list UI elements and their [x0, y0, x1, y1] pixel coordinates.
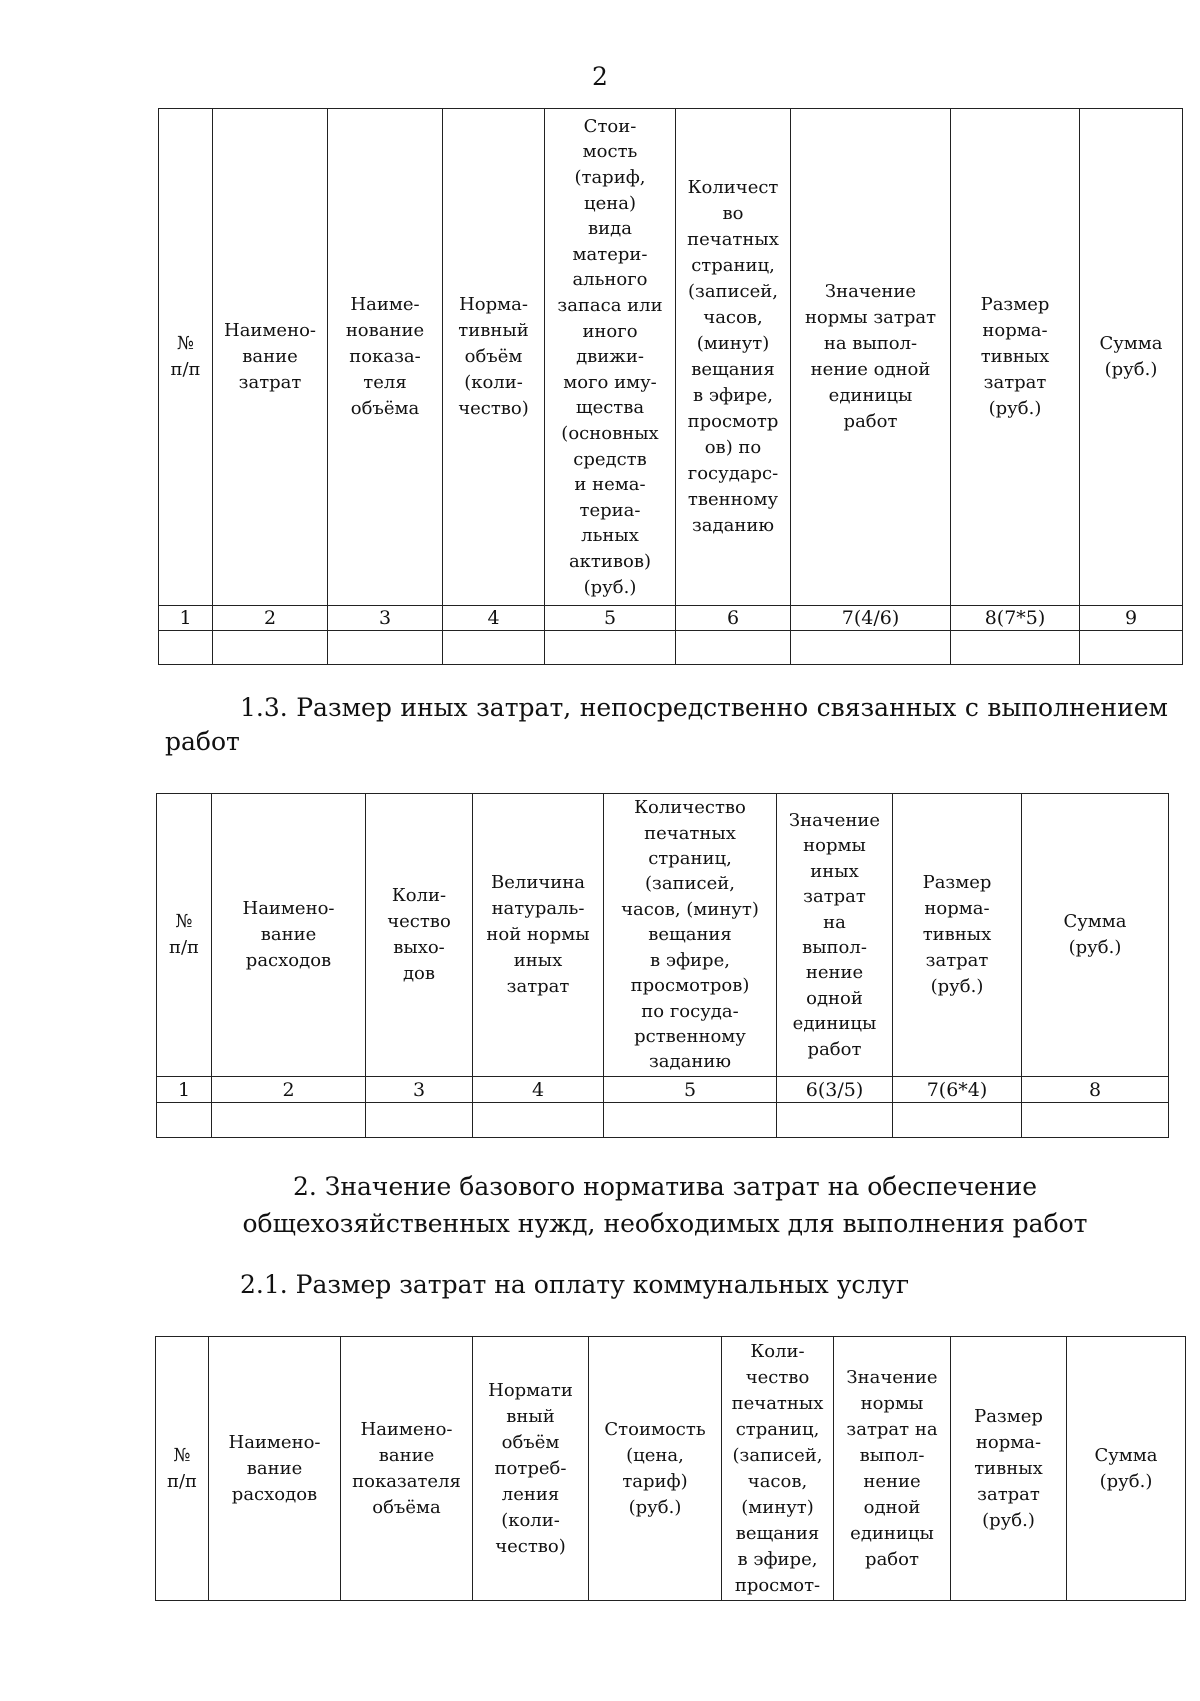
header-cell: Количество печатных страниц, (записей, часов, (минут) вещания в эфире, просмотров) по госуда- рственному заданию: [604, 794, 777, 1077]
header-cell: Норма- тивный объём (коли- чество): [443, 109, 545, 606]
header-row: [159, 109, 1183, 606]
header-cell: Наимено- вание затрат: [213, 109, 328, 606]
column-number: 3: [366, 1077, 473, 1103]
column-number: 8(7*5): [951, 606, 1080, 631]
section-2-line1: 2. Значение базового норматива затрат на обеспечение: [292, 1172, 1038, 1201]
empty-cell: [328, 631, 443, 665]
page-number: 2: [592, 62, 608, 91]
column-number: 9: [1080, 606, 1183, 631]
header-cell: Нормати вный объём потреб- ления (коли- чество): [473, 1337, 589, 1601]
column-number: 2: [212, 1077, 366, 1103]
header-cell: Количест во печатных страниц, (записей, часов, (минут) вещания в эфире, просмотр ов) по государс- твенному заданию: [676, 109, 791, 606]
header-cell: Наимено- вание показателя объёма: [341, 1337, 473, 1601]
utility-costs-table: [155, 1336, 1186, 1601]
column-number-row: [157, 1077, 1169, 1103]
column-number: 6(3/5): [777, 1077, 893, 1103]
column-number: 1: [157, 1077, 212, 1103]
empty-cell: [676, 631, 791, 665]
material-costs-table: [158, 108, 1183, 665]
header-cell: Коли- чество печатных страниц, (записей, часов, (минут) вещания в эфире, просмот-: [722, 1337, 834, 1601]
header-cell: Стоимость (цена, тариф) (руб.): [589, 1337, 722, 1601]
header-row: [157, 794, 1169, 1077]
section-2-1-heading: 2.1. Размер затрат на оплату коммунальных услуг: [240, 1270, 910, 1299]
empty-cell: [1080, 631, 1183, 665]
empty-cell: [213, 631, 328, 665]
header-cell: № п/п: [159, 109, 213, 606]
column-number: 7(4/6): [791, 606, 951, 631]
section-1-3-line1: 1.3. Размер иных затрат, непосредственно связанных с выполнением: [240, 693, 1168, 722]
header-cell: Сумма (руб.): [1022, 794, 1169, 1077]
column-number: 1: [159, 606, 213, 631]
column-number: 6: [676, 606, 791, 631]
empty-row: [159, 631, 1183, 665]
empty-cell: [893, 1103, 1022, 1138]
empty-cell: [777, 1103, 893, 1138]
header-cell: Величина натураль- ной нормы иных затрат: [473, 794, 604, 1077]
column-number: 5: [545, 606, 676, 631]
column-number: 5: [604, 1077, 777, 1103]
section-1-3-line2: работ: [165, 727, 240, 756]
section-1-3-heading: [165, 691, 1168, 759]
header-cell: Сумма (руб.): [1067, 1337, 1186, 1601]
column-number: 4: [473, 1077, 604, 1103]
column-number: 2: [213, 606, 328, 631]
header-cell: Стои- мость (тариф, цена) вида матери- ального запаса или иного движи- мого иму- щества (основных средств и нема- териа- льных активов) (руб.): [545, 109, 676, 606]
section-2-heading: [160, 1168, 1170, 1242]
empty-cell: [791, 631, 951, 665]
empty-cell: [366, 1103, 473, 1138]
empty-cell: [212, 1103, 366, 1138]
empty-cell: [951, 631, 1080, 665]
header-cell: Значение нормы затрат на выпол- нение одной единицы работ: [791, 109, 951, 606]
empty-cell: [473, 1103, 604, 1138]
section-2-line2: общехозяйственных нужд, необходимых для выполнения работ: [242, 1209, 1088, 1238]
header-cell: Размер норма- тивных затрат (руб.): [893, 794, 1022, 1077]
column-number: 8: [1022, 1077, 1169, 1103]
empty-cell: [604, 1103, 777, 1138]
empty-cell: [545, 631, 676, 665]
column-number: 4: [443, 606, 545, 631]
column-number-row: [159, 606, 1183, 631]
column-number: 3: [328, 606, 443, 631]
empty-cell: [443, 631, 545, 665]
header-cell: Коли- чество выхо- дов: [366, 794, 473, 1077]
header-cell: Размер норма- тивных затрат (руб.): [951, 1337, 1067, 1601]
other-costs-table: [156, 793, 1169, 1138]
empty-cell: [159, 631, 213, 665]
header-cell: Значение нормы затрат на выпол- нение одной единицы работ: [834, 1337, 951, 1601]
header-cell: Наиме- нование показа- теля объёма: [328, 109, 443, 606]
empty-row: [157, 1103, 1169, 1138]
header-cell: Наимено- вание расходов: [209, 1337, 341, 1601]
header-row: [156, 1337, 1186, 1601]
column-number: 7(6*4): [893, 1077, 1022, 1103]
header-cell: Размер норма- тивных затрат (руб.): [951, 109, 1080, 606]
header-cell: № п/п: [157, 794, 212, 1077]
header-cell: Наимено- вание расходов: [212, 794, 366, 1077]
empty-cell: [157, 1103, 212, 1138]
header-cell: Сумма (руб.): [1080, 109, 1183, 606]
header-cell: Значение нормы иных затрат на выпол- нение одной единицы работ: [777, 794, 893, 1077]
empty-cell: [1022, 1103, 1169, 1138]
header-cell: № п/п: [156, 1337, 209, 1601]
